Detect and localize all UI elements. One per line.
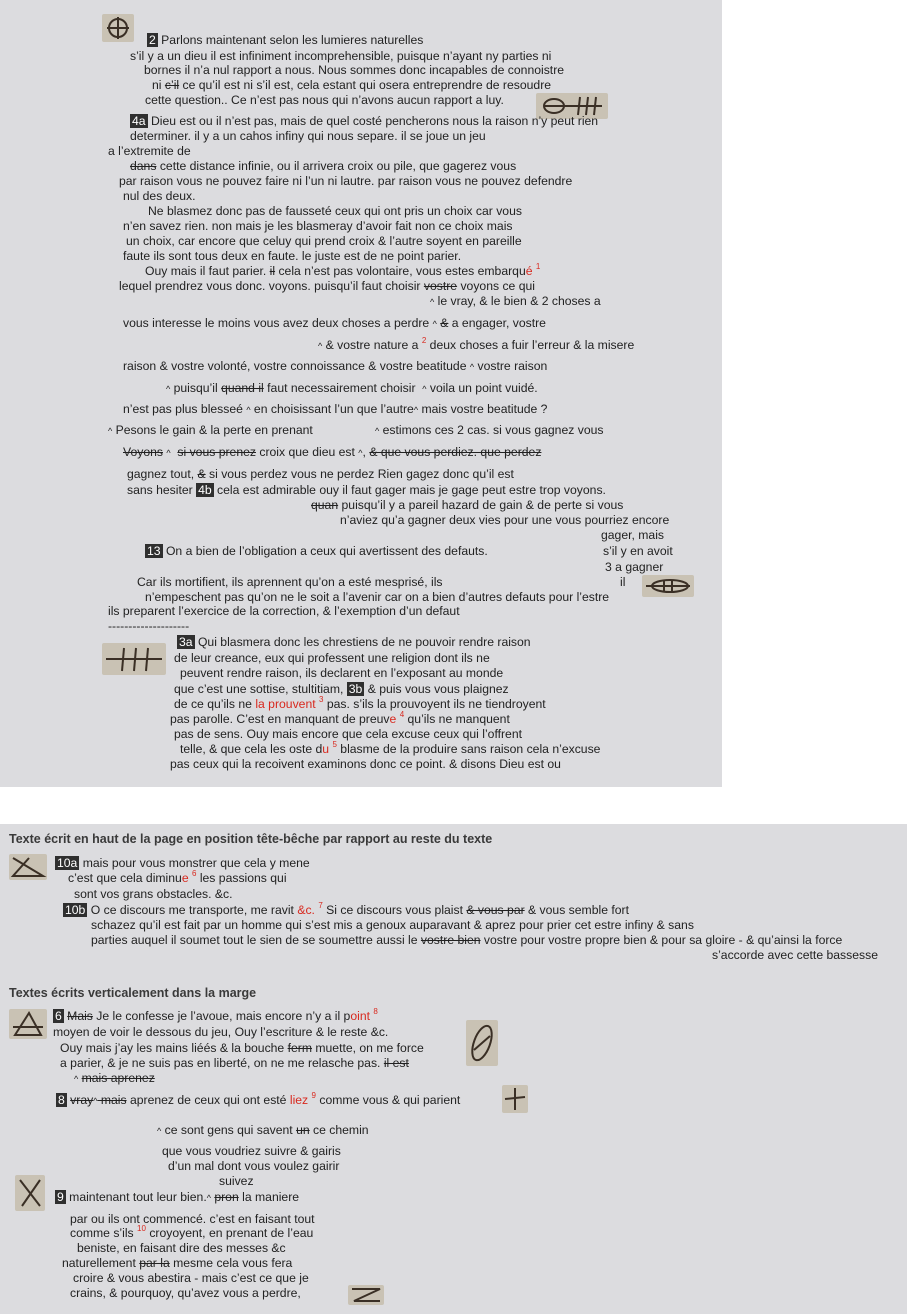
text-line: [180, 742, 600, 756]
fragment-tag: 2: [149, 33, 156, 47]
text: maintenant tout leur bien.: [69, 1190, 207, 1204]
text-line: d’un mal dont vous voulez gairir: [168, 1159, 340, 1173]
text-line: [91, 933, 842, 947]
struck-text: pron: [214, 1190, 239, 1204]
text: faut necessairement choisir: [263, 381, 416, 395]
struck-text: vostre: [423, 279, 458, 293]
caret: ^: [358, 448, 363, 458]
text: mesme cela vous fera: [169, 1256, 293, 1270]
section-heading-margin-text: Textes écrits verticalement dans la marge: [9, 986, 257, 1000]
text-line: [63, 903, 629, 917]
text-line: [123, 359, 547, 374]
text-line: schazez qu’il est fait par un homme qui s’est mis a genoux auparavant & aprez pour prier cet estre infiny & sans: [91, 918, 694, 932]
text: si vous perdez vous ne perdez Rien gagez donc qu’il est: [205, 467, 514, 481]
caret: ^: [206, 1193, 211, 1203]
text: comme s’ils: [70, 1226, 138, 1240]
text: Ouy mais il faut parier.: [145, 264, 267, 278]
text-line: Car ils mortifient, ils aprennent qu’on a esté mesprisé, ils: [137, 575, 443, 589]
text: vostre raison: [474, 359, 548, 373]
text: a engager, vostre: [448, 316, 546, 330]
text: a parier, & je ne suis pas en liberté, on ne me relasche pas.: [60, 1056, 384, 1070]
text-line: par raison vous ne pouvez faire ni l’un ni lautre. par raison vous ne pouvez defendre: [119, 174, 573, 188]
note-ref: 4: [399, 710, 405, 719]
text: le vray, & le bien & 2 choses a: [437, 294, 601, 308]
text-line: [152, 78, 551, 92]
text: ce qu’il est ni s’il est, cela estant qui osera entreprendre de resoudre: [179, 78, 552, 92]
text-line: sont vos grans obstacles. &c.: [74, 887, 233, 901]
red-text: la prouvent: [255, 697, 316, 711]
struck-text: &: [197, 467, 206, 481]
text-line: [130, 159, 516, 173]
text: ni: [152, 78, 162, 92]
text-line: [74, 1071, 155, 1086]
text-line: [375, 423, 603, 438]
text-line: [68, 871, 287, 885]
note-ref: 3: [319, 695, 324, 704]
text: vous interesse le moins vous avez deux choses a perdre: [123, 316, 430, 330]
note-ref: 1: [535, 262, 541, 271]
text: & vous semble fort: [524, 903, 629, 917]
text-line: il: [620, 575, 626, 589]
text: mais vostre beatitude ?: [418, 402, 548, 416]
caret: ^: [108, 426, 113, 436]
text: raison & vostre volonté, vostre connoissance & vostre beatitude: [123, 359, 467, 373]
struck-text: quan: [311, 498, 339, 512]
fragment-tag: 3b: [348, 682, 363, 696]
text: Ouy mais j’ay les mains liéés & la bouche: [60, 1041, 288, 1055]
struck-text: par la: [139, 1256, 170, 1270]
struck-text: Mais: [67, 1009, 93, 1023]
text: voila un point vuidé.: [426, 381, 538, 395]
text: naturellement: [62, 1256, 140, 1270]
text-line: [130, 114, 598, 128]
text-line: [430, 294, 601, 309]
text-line: cette question.. Ce n’est pas nous qui n’avons aucun rapport a luy.: [145, 93, 504, 107]
fragment-tag: 4b: [198, 483, 212, 497]
text-line: [60, 1056, 409, 1070]
text: blasme de la produire sans raison cela n’excuse: [336, 742, 601, 756]
text-line: [166, 381, 538, 396]
note-ref: 10: [137, 1224, 146, 1233]
text-line: [311, 498, 623, 512]
text-line: [170, 712, 510, 726]
text-line: [53, 1009, 378, 1023]
text-line: n’aviez qu’a gagner deux vies pour une vous pourriez encore: [340, 513, 670, 527]
text-line: s’accorde avec cette bassesse: [712, 948, 878, 962]
text: croix que dieu est: [255, 445, 355, 459]
text: parties auquel il soumet tout le sien de se soumettre aussi le: [91, 933, 421, 947]
text: muette, on me force: [311, 1041, 424, 1055]
note-ref: 9: [311, 1091, 316, 1100]
caret: ^: [93, 1096, 98, 1106]
text-line: peuvent rendre raison, ils declarent en l’exposant au monde: [180, 666, 504, 680]
fragment-tag: 4a: [132, 114, 146, 128]
text-line: n’en savez rien. non mais je les blasmeray d’avoir fait non ce choix mais: [123, 219, 513, 233]
text-line: [127, 467, 514, 481]
text: Qui blasmera donc les chrestiens de ne pouvoir rendre raison: [197, 635, 531, 649]
text: Parlons maintenant selon les lumieres naturelles: [161, 33, 424, 47]
text: Dieu est ou il n’est pas, mais de quel costé pencherons nous la raison n’y peut rien: [150, 114, 599, 128]
bar-symbol-icon: [102, 643, 166, 675]
fragment-tag: 6: [55, 1009, 62, 1023]
text-line: [145, 544, 488, 558]
text: Si ce discours vous plaist: [322, 903, 467, 917]
text-line: par ou ils ont commencé. c’est en faisant tout: [70, 1212, 315, 1226]
red-text: oint: [350, 1009, 370, 1023]
text-line: ils preparent l’exercice de la correction, & l’exemption d’un defaut: [108, 604, 460, 618]
text-line: [123, 402, 547, 417]
fragment-tag: 10a: [57, 856, 78, 870]
red-text: u: [322, 742, 330, 756]
note-ref: 8: [373, 1007, 378, 1016]
text-line: [177, 635, 531, 649]
text-line: Ne blasmez donc pas de fausseté ceux qui ont pris un choix car vous: [148, 204, 522, 218]
note-ref: 2: [421, 336, 427, 345]
struck-text: quand il: [221, 381, 264, 395]
red-text: é: [525, 264, 533, 278]
red-text: liez: [289, 1093, 309, 1107]
text-line: s’il y en avoit: [603, 544, 673, 558]
text-line: [145, 264, 540, 278]
text-line: suivez: [219, 1174, 254, 1188]
struck-text: c’il: [164, 78, 180, 92]
struck-text: vostre bien: [420, 933, 481, 947]
caret: ^: [413, 405, 419, 415]
struck-text: si vous prenez: [177, 445, 256, 459]
text: comme vous & qui parient: [316, 1093, 461, 1107]
caret: ^: [430, 297, 435, 307]
text: la maniere: [238, 1190, 300, 1204]
text-line: s’il y a un dieu il est infiniment incomprehensible, puisque n’ayant ny parties ni: [130, 49, 552, 63]
text: les passions qui: [196, 871, 287, 885]
text-line: pas de sens. Ouy mais encore que cela excuse ceux qui l’offrent: [174, 727, 522, 741]
struck-text: mais aprenez: [81, 1071, 155, 1085]
text-line: nul des deux.: [123, 189, 196, 203]
oval-symbol-icon: [466, 1020, 498, 1066]
text: cela est admirable ouy il faut gager mais je gage peut estre trop voyons.: [213, 483, 606, 497]
struck-text: un: [296, 1123, 310, 1137]
text-line: Voyons ^ si vous prenez croix que dieu est ^, & que vous perdiez. que perdez: [123, 445, 542, 459]
text: en choisissant l’un que l’autre: [250, 402, 414, 416]
note-ref: 5: [332, 740, 337, 749]
text-line: [56, 1093, 460, 1108]
struck-text: dans: [130, 159, 157, 173]
text: aprenez de ceux qui ont esté: [126, 1093, 290, 1107]
text: Pesons le gain & la perte en prenant: [115, 423, 313, 437]
red-text: e: [181, 871, 189, 885]
text: que c’est une sottise, stultitiam,: [174, 682, 344, 696]
text-line: croire & vous abestira - mais c’est ce que je: [73, 1271, 309, 1285]
text: Je le confesse je l’avoue, mais encore n’y a il p: [92, 1009, 351, 1023]
text: de ce qu’ils ne: [174, 697, 256, 711]
text-line: determiner. il y a un cahos infiny qui nous separe. il se joue un jeu: [130, 129, 486, 143]
text-line: [157, 1123, 369, 1138]
fragment-tag: 8: [58, 1093, 65, 1107]
text: mais pour vous monstrer que cela y mene: [82, 856, 310, 870]
struck-text: & vous par: [466, 903, 525, 917]
text-line: gager, mais: [601, 528, 665, 542]
text: qu’ils ne manquent: [404, 712, 510, 726]
text-line: [127, 483, 606, 497]
text: c’est que cela diminu: [68, 871, 182, 885]
text-line: [147, 33, 423, 47]
caret: ^: [74, 1074, 79, 1084]
text-line: [55, 856, 310, 870]
struck-text: ferm: [287, 1041, 312, 1055]
text: vostre pour vostre propre bien & pour sa gloire - & qu’ainsi la force: [480, 933, 843, 947]
text: & vostre nature a: [325, 338, 419, 352]
struck-text: &: [440, 316, 449, 330]
text-line: pas ceux qui la recoivent examinons donc ce point. & disons Dieu est ou: [170, 757, 561, 771]
oval-symbol-icon: [642, 575, 694, 597]
text: puisqu’il: [173, 381, 218, 395]
text-line: faute ils sont tous deux en faute. le juste est de ne point parier.: [123, 249, 462, 263]
text: ce sont gens qui savent: [164, 1123, 297, 1137]
red-text: e: [389, 712, 397, 726]
text-line: n’empeschent pas qu’on ne le soit a l’avenir car on a bien d’autres defauts pour l’estre: [145, 590, 610, 604]
struck-text: vray: [70, 1093, 94, 1107]
text-line: [60, 1041, 424, 1055]
text-line: [119, 279, 535, 293]
triangle-symbol-icon: [9, 1009, 47, 1039]
struck-text: il: [269, 264, 276, 278]
caret: ^: [375, 426, 380, 436]
struck-text: il est: [383, 1056, 409, 1070]
text-line: bornes il n’a nul rapport a nous. Nous sommes donc incapables de connoistre: [144, 63, 565, 77]
text-line: que vous voudriez suivre & gairis: [162, 1144, 341, 1158]
section-heading-inverted-text: Texte écrit en haut de la page en position tête-bêche par rapport au reste du texte: [9, 832, 493, 846]
caret: ^: [166, 448, 171, 458]
separator: --------------------: [108, 619, 190, 633]
text-line: [318, 338, 634, 353]
text: telle, & que cela les oste d: [180, 742, 323, 756]
note-ref: 7: [318, 901, 323, 910]
text-line: un choix, car encore que celuy qui prend croix & l’autre soyent en pareille: [126, 234, 522, 248]
struck-text: Voyons: [123, 445, 163, 459]
caret: ^: [422, 384, 427, 394]
z-symbol-icon: [348, 1285, 384, 1305]
red-text: &c.: [297, 903, 315, 917]
fragment-tag: 10b: [65, 903, 86, 917]
caret: ^: [318, 341, 323, 351]
text: cela n’est pas volontaire, vous estes embarqu: [275, 264, 526, 278]
text: cette distance infinie, ou il arrivera croix ou pile, que gagerez vous: [156, 159, 517, 173]
plus-symbol-icon: [502, 1085, 528, 1113]
text-line: [174, 682, 509, 696]
caret: ^: [157, 1126, 162, 1136]
circle-cross-symbol-icon: [102, 14, 134, 42]
text-line: a l’extremite de: [108, 144, 191, 158]
x-symbol-icon: [15, 1175, 45, 1211]
slash-symbol-icon: [9, 854, 47, 880]
struck-text: & que vous perdiez. que perdez: [369, 445, 542, 459]
text-line: [62, 1256, 292, 1270]
text-line: [123, 316, 546, 331]
text-line: [55, 1190, 299, 1205]
text: estimons ces 2 cas. si vous gagnez vous: [382, 423, 604, 437]
text: n’est pas plus blesseé: [123, 402, 243, 416]
text: puisqu’il y a pareil hazard de gain & de perte si vous: [338, 498, 624, 512]
text: voyons ce qui: [457, 279, 535, 293]
text: croyoyent, en prenant de l’eau: [145, 1226, 314, 1240]
text: O ce discours me transporte, me ravit: [90, 903, 298, 917]
fragment-tag: 9: [57, 1190, 64, 1204]
text-line: moyen de voir le dessous du jeu, Ouy l’escriture & le reste &c.: [53, 1025, 389, 1039]
caret: ^: [432, 319, 437, 329]
fragment-tag: 13: [147, 544, 161, 558]
text: On a bien de l’obligation a ceux qui avertissent des defauts.: [165, 544, 488, 558]
text-line: beniste, en faisant dire des messes &c: [77, 1241, 286, 1255]
text: sans hesiter: [127, 483, 193, 497]
text-line: 3 a gagner: [605, 560, 664, 574]
struck-text: mais: [97, 1093, 127, 1107]
caret: ^: [246, 405, 251, 415]
caret: ^: [166, 384, 171, 394]
text: deux choses a fuir l’erreur & la misere: [426, 338, 635, 352]
fragment-tag: 3a: [179, 635, 193, 649]
text: lequel prendrez vous donc. voyons. puisqu’il faut choisir: [119, 279, 421, 293]
text-line: [174, 697, 546, 711]
text: pas. s’ils la prouvoyent ils ne tiendroyent: [323, 697, 546, 711]
text: gagnez tout,: [127, 467, 198, 481]
caret: ^: [469, 362, 475, 372]
text: ce chemin: [309, 1123, 369, 1137]
text-line: [108, 423, 313, 438]
text-line: [70, 1226, 313, 1240]
text-line: crains, & pourquoy, qu’avez vous a perdre,: [70, 1286, 301, 1300]
note-ref: 6: [191, 869, 197, 878]
text: pas parolle. C’est en manquant de preuv: [170, 712, 390, 726]
text: & puis vous vous plaignez: [364, 682, 509, 696]
text-line: de leur creance, eux qui professent une religion dont ils ne: [174, 651, 490, 665]
